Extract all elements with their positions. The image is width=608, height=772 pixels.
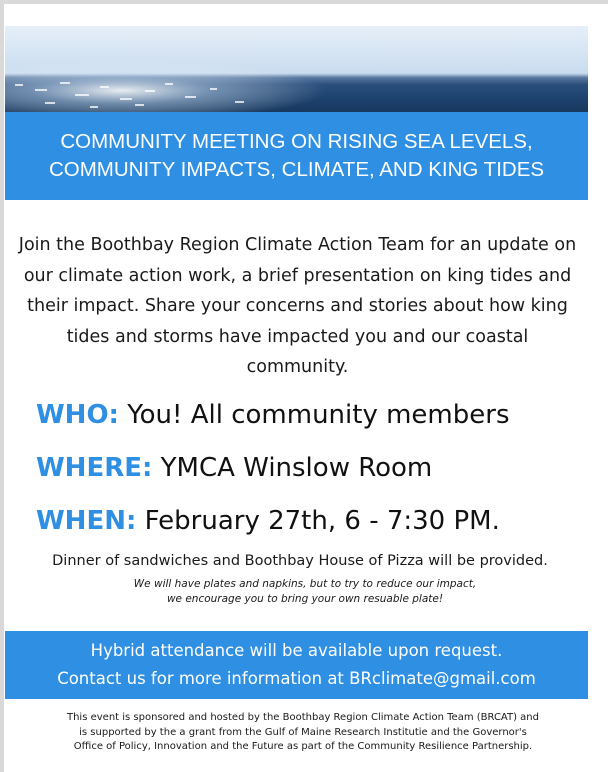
plates-note-line-1: We will have plates and napkins, but to try to reduce our impact, — [133, 578, 477, 590]
when-row — [36, 505, 596, 537]
when-value: February 27th, 6 - 7:30 PM. — [144, 506, 500, 536]
plates-note-line-2: we encourage you to bring your own resuable plate! — [166, 593, 444, 605]
hybrid-attendance-text: Hybrid attendance will be available upon request. — [90, 641, 503, 660]
plates-note — [60, 577, 550, 607]
page-border-left — [0, 0, 4, 772]
footer-line-2: is supported by the a grant from the Gulf of Maine Research Institutie and the Governor's — [79, 726, 527, 738]
who-row — [36, 399, 596, 431]
footer-line-1: This event is sponsored and hosted by the Boothbay Region Climate Action Team (BRCAT) and — [66, 712, 539, 723]
event-title-line-1: COMMUNITY MEETING ON RISING SEA LEVELS, — [60, 130, 533, 153]
where-value: YMCA Winslow Room — [160, 453, 433, 483]
intro-paragraph: Join the Boothbay Region Climate Action Team for an update on our climate action work, a brief presentation on king tides and their impact. Share your concerns and stories about how king tides and storms have impacted you and our coastal community. — [18, 235, 577, 377]
dinner-note: Dinner of sandwiches and Boothbay House of Pizza will be provided. — [52, 553, 548, 569]
page-border-top — [0, 0, 608, 4]
footer-line-3: Office of Policy, Innovation and the Future as part of the Community Resilience Partnership. — [73, 741, 533, 752]
event-title-line-2: COMMUNITY IMPACTS, CLIMATE, AND KING TIDES — [48, 158, 545, 181]
sponsor-footer — [18, 711, 588, 755]
event-title-banner — [5, 112, 588, 200]
ocean-photo — [5, 26, 588, 112]
contact-email-text: Contact us for more information at BRclimate@gmail.com — [57, 669, 536, 688]
when-label: WHEN: — [36, 506, 137, 536]
where-row — [36, 452, 596, 484]
where-label: WHERE: — [36, 453, 153, 483]
who-label: WHO: — [36, 400, 119, 430]
who-value: You! All community members — [127, 400, 510, 430]
ocean-image — [5, 26, 588, 112]
contact-banner — [5, 631, 588, 699]
